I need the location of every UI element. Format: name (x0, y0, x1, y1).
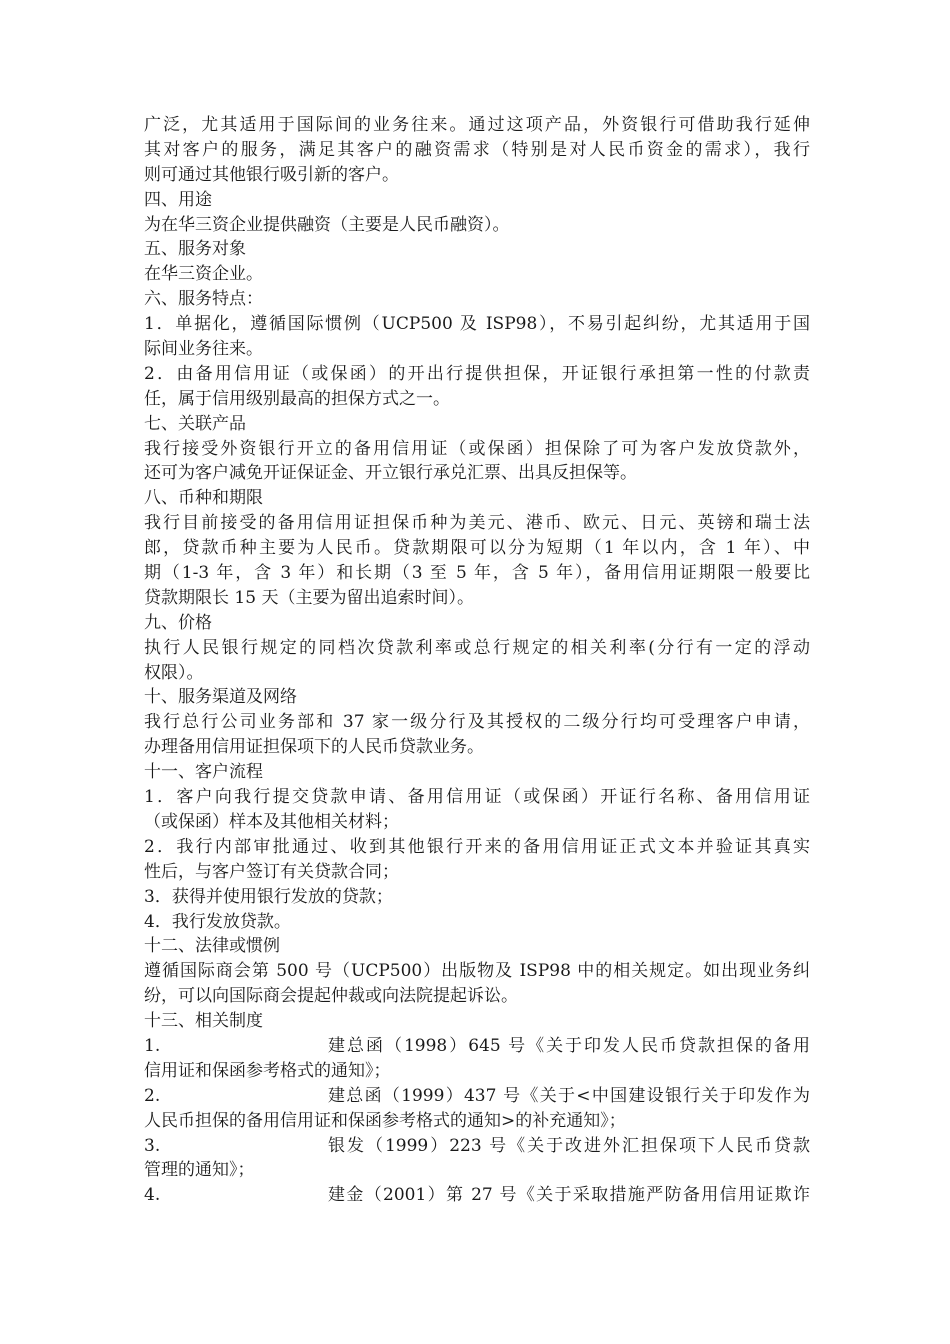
regulation-number: 4. (144, 1185, 161, 1206)
text-line: 则可通过其他银行吸引新的客户。 (144, 164, 399, 185)
regulation-item (144, 1084, 810, 1109)
regulation-item (144, 1134, 810, 1159)
text-line: 管理的通知》； (144, 1160, 255, 1181)
section-heading-channels: 十、服务渠道及网络 (144, 687, 297, 708)
text-line: 为在华三资企业提供融资（主要是人民币融资）。 (144, 214, 510, 235)
regulation-item (144, 1034, 810, 1059)
text-line: 期（1-3 年，含 3 年）和长期（3 至 5 年，含 5 年），备用信用证期限一般要比 (144, 563, 810, 584)
section-heading-service-target: 五、服务对象 (144, 239, 246, 260)
text-line: 办理备用信用证担保项下的人民币贷款业务。 (144, 737, 484, 758)
text-line: 2．由备用信用证（或保函）的开出行提供担保，开证银行承担第一性的付款责 (144, 363, 810, 384)
text-line: 我行目前接受的备用信用证担保币种为美元、港币、欧元、日元、英镑和瑞士法 (144, 513, 810, 534)
regulation-text: 建金（2001）第 27 号《关于采取措施严防备用信用证欺诈 (328, 1185, 810, 1206)
intro-paragraph (144, 113, 810, 188)
section-heading-regulations: 十三、相关制度 (144, 1011, 263, 1032)
text-line: 际间业务往来。 (144, 339, 263, 360)
section-heading-currency-term: 八、币种和期限 (144, 488, 263, 509)
text-line: 其对客户的服务，满足其客户的融资需求（特别是对人民币资金的需求），我行 (144, 139, 810, 160)
section-heading-features: 六、服务特点： (144, 289, 263, 310)
regulation-text: 建总函（1998）645 号《关于印发人民币贷款担保的备用 (328, 1035, 810, 1056)
text-line: （或保函）样本及其他相关材料； (144, 811, 399, 832)
text-line: 1．客户向我行提交贷款申请、备用信用证（或保函）开证行名称、备用信用证 (144, 787, 810, 808)
text-line: 贷款期限长 15 天（主要为留出追索时间）。 (144, 587, 474, 608)
text-line: 2．我行内部审批通过、收到其他银行开来的备用信用证正式文本并验证其真实 (144, 836, 810, 857)
regulation-text: 建总函（1999）437 号《关于<中国建设银行关于印发作为 (328, 1085, 810, 1106)
text-line: 权限）。 (144, 662, 204, 683)
regulation-text: 银发（1999）223 号《关于改进外汇担保项下人民币贷款 (328, 1135, 810, 1156)
text-line: 人民币担保的备用信用证和保函参考格式的通知>的补充通知》； (144, 1110, 626, 1131)
text-line: 性后，与客户签订有关贷款合同； (144, 861, 399, 882)
text-line: 我行接受外资银行开立的备用信用证（或保函）担保除了可为客户发放贷款外， (144, 438, 810, 459)
regulation-item (144, 1183, 810, 1208)
regulation-number: 3. (144, 1135, 161, 1156)
text-line: 信用证和保函参考格式的通知》； (144, 1060, 391, 1081)
text-line: 任，属于信用级别最高的担保方式之一。 (144, 388, 450, 409)
section-heading-customer-process: 十一、客户流程 (144, 762, 263, 783)
regulation-number: 1. (144, 1035, 161, 1056)
text-line: 4．我行发放贷款。 (144, 911, 291, 932)
text-line: 1．单据化，遵循国际惯例（UCP500 及 ISP98），不易引起纠纷，尤其适用于国 (144, 314, 810, 335)
text-line: 遵循国际商会第 500 号（UCP500）出版物及 ISP98 中的相关规定。如出现业务纠 (144, 961, 810, 982)
text-line: 执行人民银行规定的同档次贷款利率或总行规定的相关利率(分行有一定的浮动 (144, 637, 810, 658)
text-line: 郎，贷款币种主要为人民币。贷款期限可以分为短期（1 年以内，含 1 年）、中 (144, 538, 810, 559)
section-heading-price: 九、价格 (144, 612, 212, 633)
section-heading-usage: 四、用途 (144, 189, 212, 210)
text-line: 在华三资企业。 (144, 264, 263, 285)
section-heading-law: 十二、法律或惯例 (144, 936, 280, 957)
document-page (144, 113, 810, 1208)
section-heading-related-products: 七、关联产品 (144, 413, 246, 434)
text-line: 广泛，尤其适用于国际间的业务往来。通过这项产品，外资银行可借助我行延伸 (144, 115, 810, 135)
text-line: 还可为客户减免开证保证金、开立银行承兑汇票、出具反担保等。 (144, 463, 637, 484)
text-line: 3．获得并使用银行发放的贷款； (144, 886, 393, 907)
text-line: 纷，可以向国际商会提起仲裁或向法院提起诉讼。 (144, 986, 518, 1007)
regulation-number: 2. (144, 1085, 161, 1106)
text-line: 我行总行公司业务部和 37 家一级分行及其授权的二级分行均可受理客户申请， (144, 712, 810, 733)
